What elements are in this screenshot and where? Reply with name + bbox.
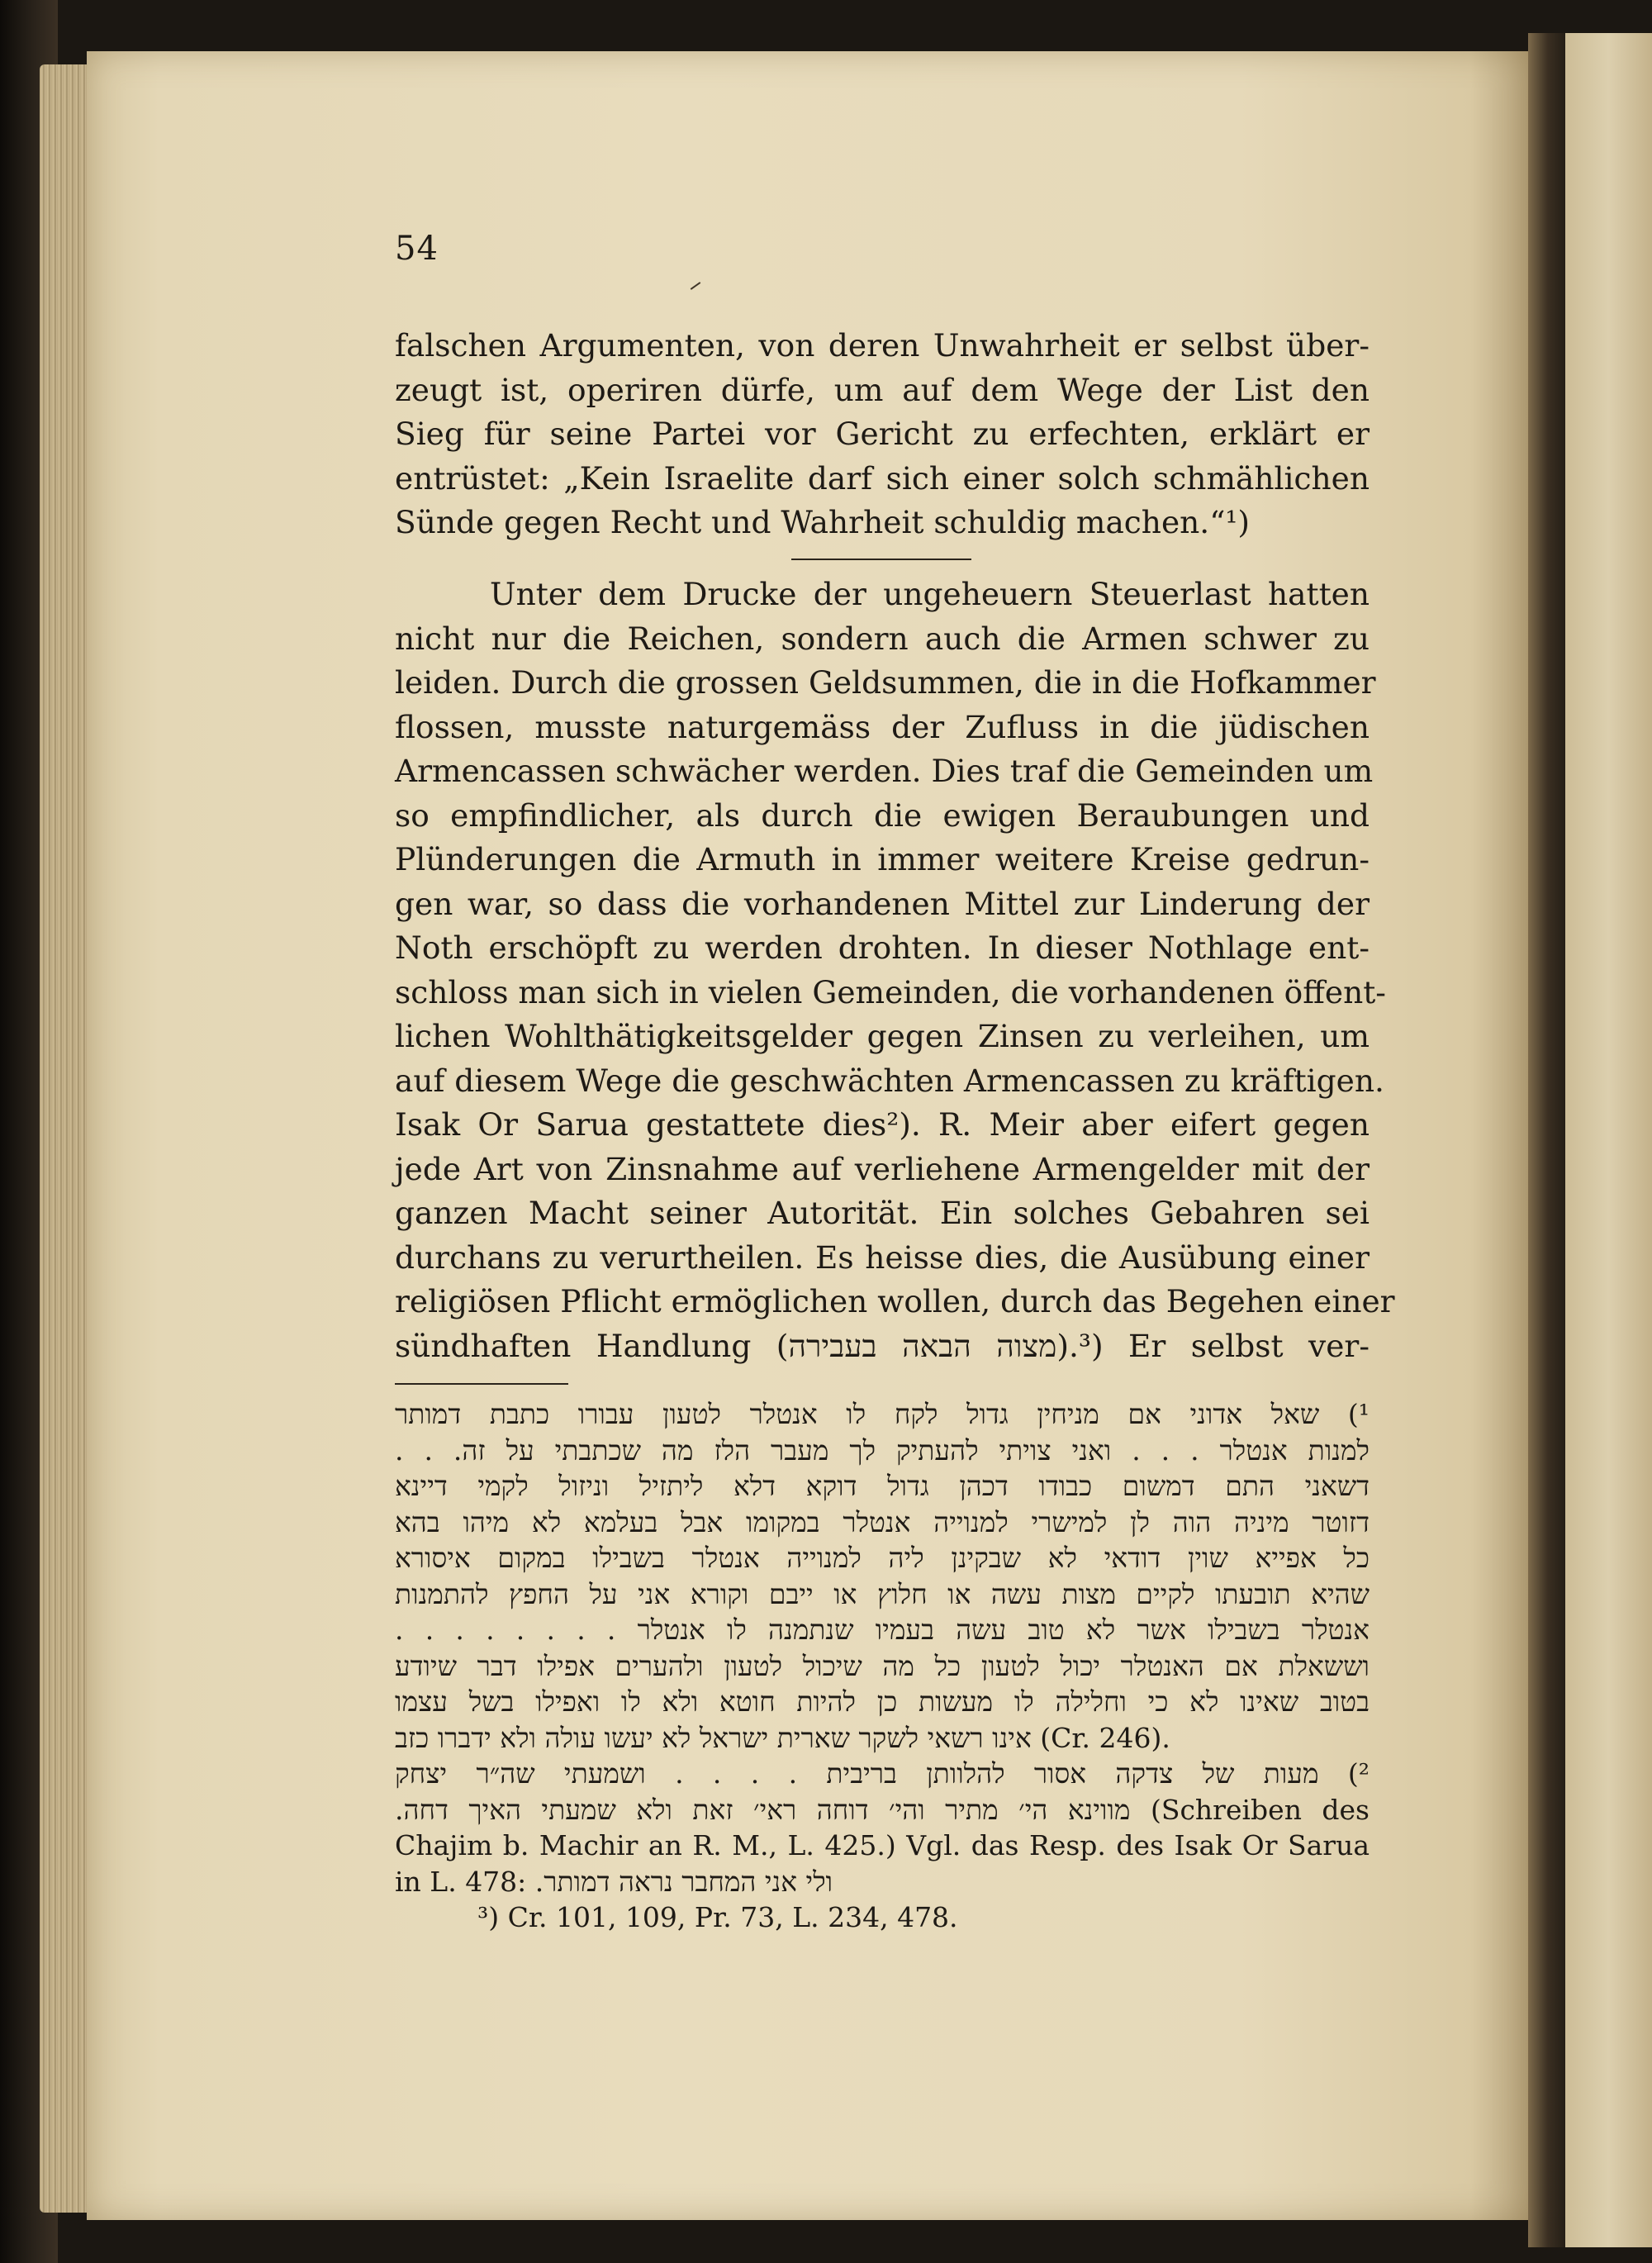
footnote-1-line: דשאני התם דמשום כבודו דכהן גדול דוקא דלא ליתזיל וניזול לקמי דיינא [395,1470,1370,1502]
text-line: religiösen Pflicht ermöglichen wollen, durch das Begehen einer [395,1283,1395,1319]
footnote-2-hebrew-quote: ולי אני המחבר נראה דמותר. [534,1865,833,1898]
text-line: Isak Or Sarua gestattete dies²). R. Meir aber eifert gegen [395,1106,1370,1143]
text-line: Plünderungen die Armuth in immer weitere Kreise gedrun- [395,841,1370,877]
text-line: schloss man sich in vielen Gemeinden, die vorhandenen öffent- [395,973,1386,1010]
text-line: durchans zu verurtheilen. Es heisse dies, die Ausübung einer [395,1238,1370,1276]
text-line: lichen Wohlthätigkeitsgelder gegen Zinsen zu verleihen, um [395,1018,1370,1054]
footnote-1-hebrew-end: אינו רשאי לשקר שארית ישראל לא יעשו עולה ולא ידברו כזב [395,1721,1032,1754]
paragraph-1 [395,324,1370,545]
footnote-2-source: (Schreiben des [1150,1793,1370,1826]
text-line: so empfindlicher, als durch die ewigen Beraubungen und [395,796,1370,834]
footnote-1-line: שהיא תובעתו לקיים מצות עשה או חלוץ או ייבם וקורא אני על החפץ להתמנות [395,1577,1370,1610]
text-line: sündhaften Handlung (מצוה הבאה בעבירה).³) Er selbst ver- [395,1327,1370,1364]
page-number: 54 [395,230,439,268]
footnote-divider [395,1383,568,1385]
text-line: Noth erschöpft zu werden drohten. In dieser Nothlage ent- [395,929,1370,966]
text-line: leiden. Durch die grossen Geldsummen, die in die Hofkammer [395,664,1376,701]
footnote-2-citation: in L. 478: [395,1865,527,1898]
text-line: Unter dem Drucke der ungeheuern Steuerlast hatten [490,576,1370,612]
text-line: ganzen Macht seiner Autorität. Ein solches Gebahren sei [395,1195,1370,1231]
facing-page-edge [1565,33,1652,2247]
text-line: Sieg für seine Partei vor Gericht zu erfechten, erklärt er [395,416,1370,452]
footnote-1-line: דזוטר מיניה הוה לן למישרי למנוייה אנטלר במקומו אבל בעלמא לא מיהו בהא [395,1505,1370,1538]
text-line: falschen Argumenten, von deren Unwahrheit er selbst über- [395,327,1370,364]
text-line: Sünde gegen Recht und Wahrheit schuldig machen.“¹) [395,504,1251,540]
footnote-1-line: כל אפייא שוין דודאי לא שבקינן ליה למנוייה אנטלר בשבילו במקום איסורא [395,1542,1370,1574]
footnote-1-line: אנטלר בשבילו אשר לא טוב עשה בעמיו שנתמנה לו אנטלר . . . . . . . . [395,1614,1370,1646]
paragraph-2 [395,573,1395,1368]
footnote-2-line: ²) מעות של צדקה אסור להלוותן בריבית . . . . ושמעתי שה״ר יצחק [395,1757,1370,1790]
footnote-2-line: Chajim b. Machir an R. M., L. 425.) Vgl. das Resp. des Isak Or Sarua [395,1829,1370,1861]
footnote-2-hebrew: מווינא הי׳ מתיר והי׳ דוחה ראי׳ זאת ולא שמעתי האיך דחה. [395,1793,1131,1826]
footnote-2-line [395,1864,1370,1900]
section-divider [791,559,971,560]
footnote-1-line: ¹) שאל אדוני אם מניחין גדול לקח לו אנטלר לטעון עבורו כתבת דמותר [395,1398,1370,1430]
footnotes [395,1396,1370,1936]
footnote-2-line [395,1792,1370,1828]
text-line: gen war, so dass die vorhandenen Mittel zur Linderung der [395,885,1370,922]
footnote-1-line: וששאלת אם האנטלר יכול לטעון כל מה שיכול לטעון ולהערים אפילו דבר שיודע [395,1649,1370,1682]
text-line: flossen, musste naturgemäss der Zufluss in die jüdischen [395,708,1370,745]
text-line: jede Art von Zinsnahme auf verliehene Armengelder mit der [395,1150,1370,1187]
text-line: nicht nur die Reichen, sondern auch die Armen schwer zu [395,620,1370,657]
text-line: zeugt ist, operiren dürfe, um auf dem Wege der List den [395,371,1370,408]
text-line: auf diesem Wege die geschwächten Armencassen zu kräftigen. [395,1062,1384,1099]
footnote-1-line: למנות אנטלר . . . ואני צויתי להעתיק לך מעבר הלז מה שכתבתי על זה. . . [395,1433,1370,1467]
footnote-1-line: בטוב שאינו לא כי וחלילה לו מעשות כן להיות חוטא ולא לו ואפילו בשל עצמו [395,1685,1370,1718]
footnote-1-reference: (Cr. 246). [1040,1721,1170,1754]
text-line: Armencassen schwächer werden. Dies traf die Gemeinden um [395,753,1374,789]
footnote-1-last-line [395,1720,1370,1757]
footnote-3-line: ³) Cr. 101, 109, Pr. 73, L. 234, 478. [477,1901,958,1933]
text-line: entrüstet: „Kein Israelite darf sich einer solch schmählichen [395,459,1370,497]
